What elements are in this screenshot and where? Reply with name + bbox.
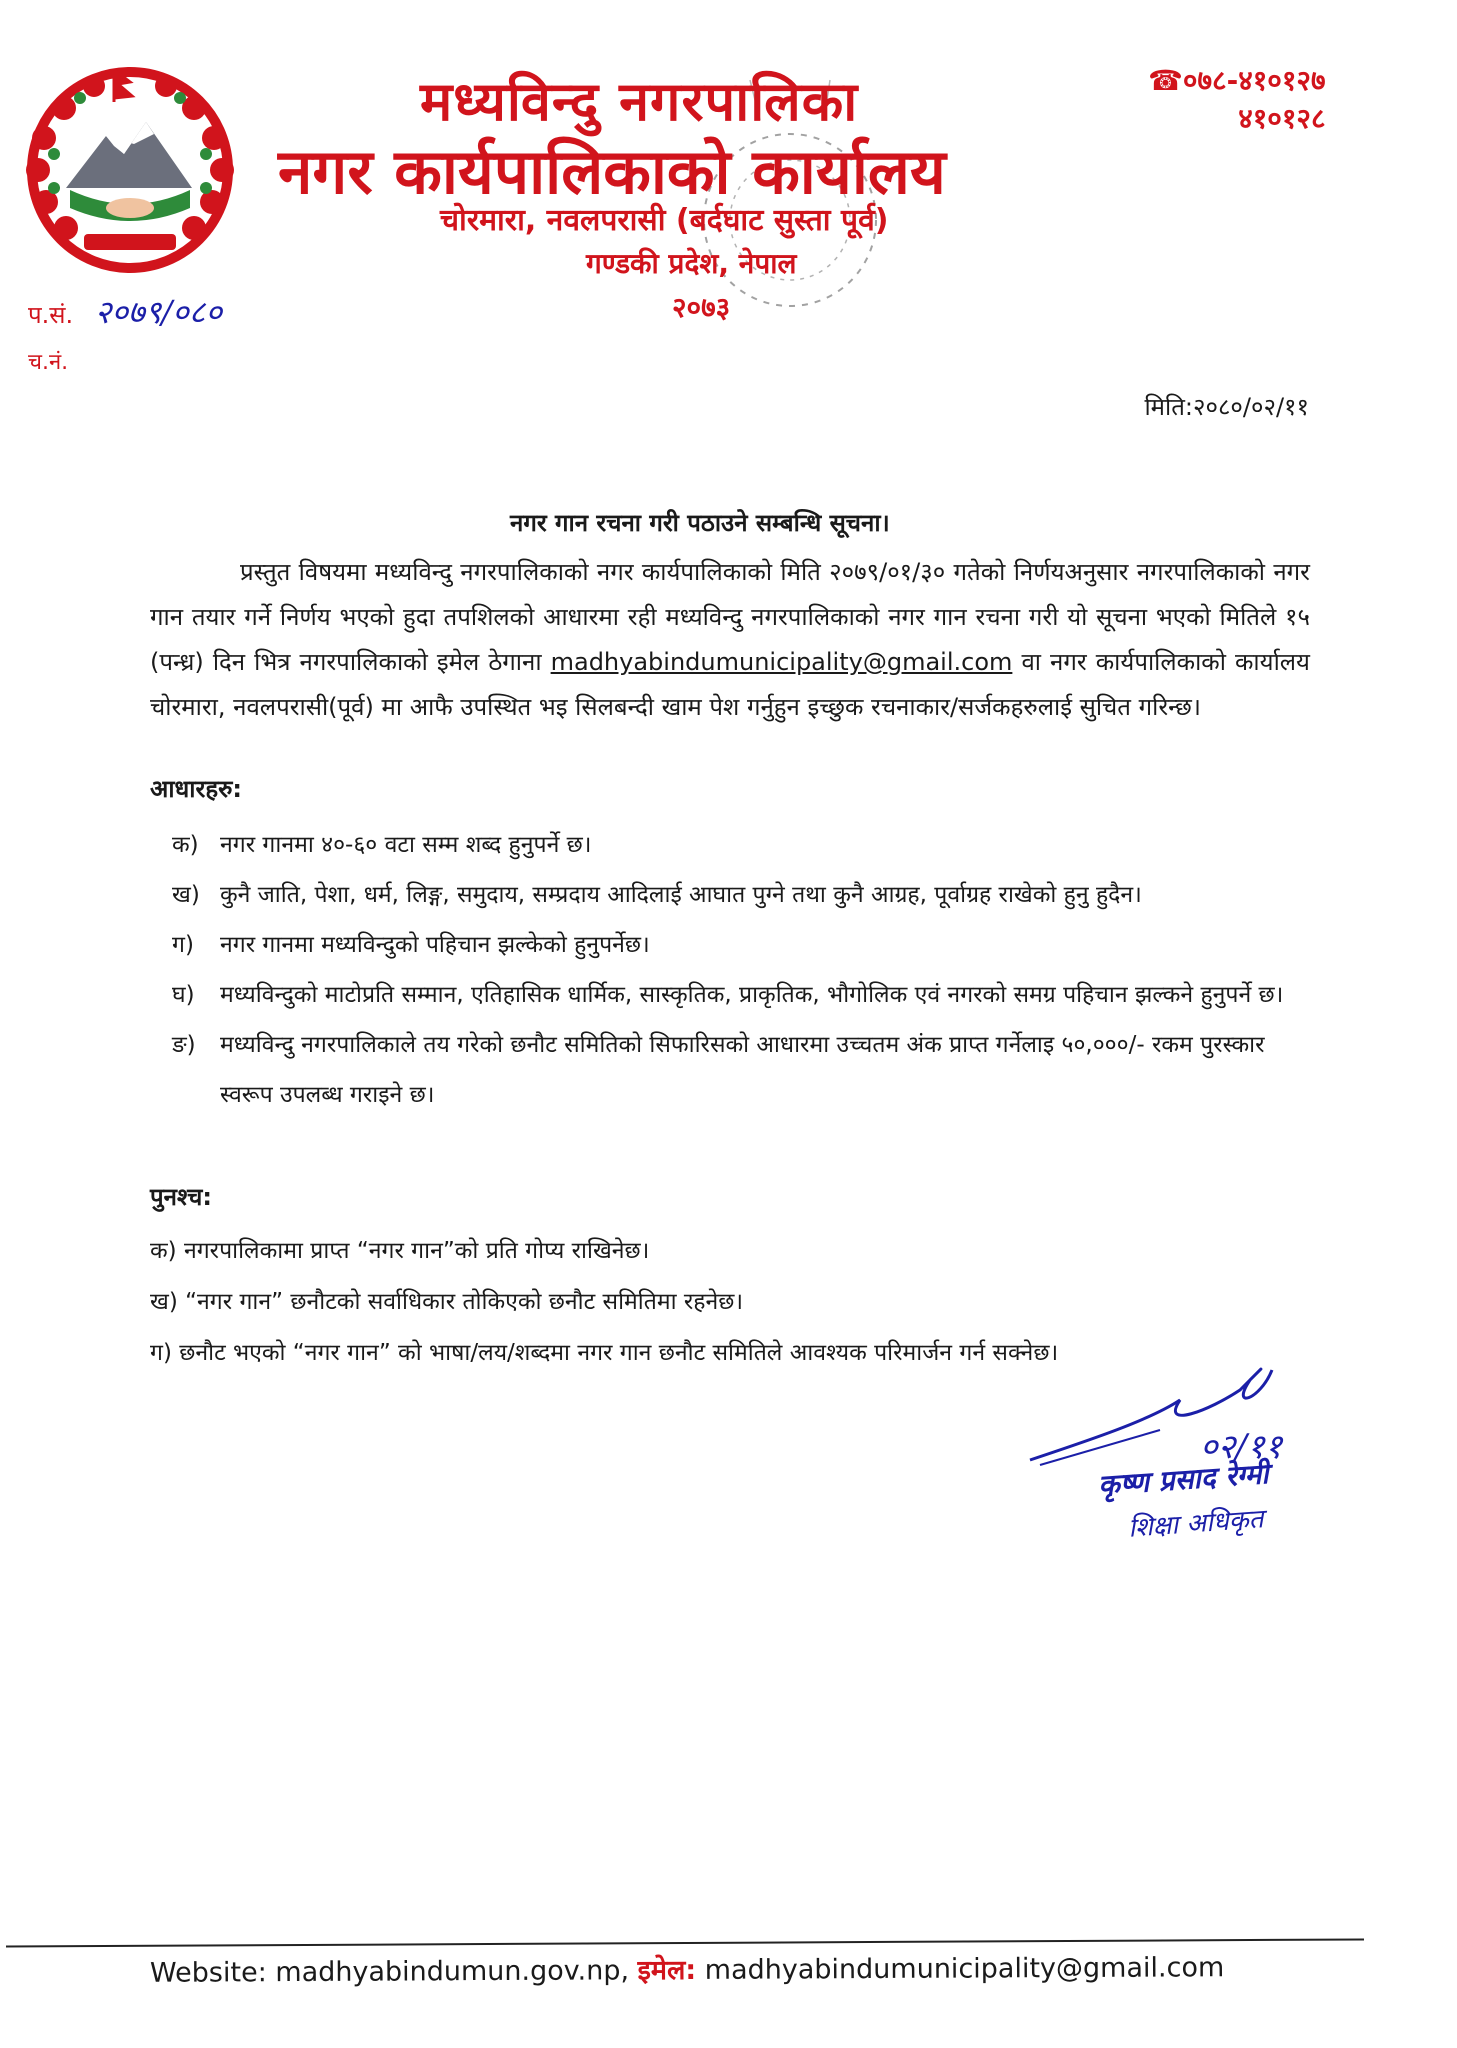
list-text: मध्यविन्दुको माटोप्रति सम्मान, एतिहासिक धार्मिक, सास्कृतिक, प्राकृतिक, भौगोलिक एवं नगरको समग्र पहिचान झल्कने हुनुपर्ने छ।: [220, 982, 1284, 1008]
footer-email-link[interactable]: madhyabindumunicipality@gmail.com: [704, 1952, 1225, 1986]
signature-date: ०२/११: [1200, 1427, 1283, 1467]
letter-date: मिति:२०८०/०२/११: [1144, 393, 1309, 421]
municipality-name: मध्यविन्दु नगरपालिका: [420, 70, 859, 133]
signatory-name: कृष्ण प्रसाद रेग्मी: [1097, 1457, 1270, 1502]
list-text: नगर गानमा ४०-६० वटा सम्म शब्द हुनुपर्ने छ।: [220, 832, 592, 858]
list-item: [172, 970, 1322, 1020]
signatory-title: शिक्षा अधिकृत: [1127, 1504, 1265, 1544]
phone-block: [1148, 62, 1326, 138]
office-name: नगर कार्यपालिकाको कार्यालय: [278, 135, 946, 208]
list-marker: ख): [172, 882, 200, 908]
footer: [150, 1947, 1224, 1990]
paragraph-start: प्रस्तुत विषयमा मध्यविन्दु नगरपालिकाको नगर कार्यपालिकाको मिति २०७९/०१/३० गतेको निर्णयअनुसार नगरपालिकाको नगर गान तयार गर्ने निर्णय भएको हुदा तपशिलको आधारमा रही मध्यविन्दु नगरपालिकाको नगर गान रचना गरी यो सूचना भएको मितिले १५ (पन्ध्र) दिन भित्र नगरपालिकाको इमेल ठेगाना: [150, 558, 1310, 676]
dispatch-number-label: च.नं.: [28, 350, 69, 375]
email-link[interactable]: madhyabindumunicipality@gmail.com: [550, 648, 1013, 676]
list-item: [172, 920, 1322, 970]
notice-body-paragraph: [150, 550, 1310, 730]
postscript-heading: पुनश्च:: [150, 1183, 212, 1211]
list-item: [172, 1020, 1322, 1120]
list-item: [172, 820, 1322, 870]
office-address: चोरमारा, नवलपरासी (बर्दघाट सुस्ता पूर्व): [440, 203, 889, 238]
website-label: Website:: [149, 1957, 267, 1989]
list-marker: घ): [172, 982, 195, 1008]
nepal-emblem-logo: [14, 58, 246, 278]
basis-heading: आधारहरु:: [150, 775, 243, 803]
paragraph-end: वा नगर कार्यपालिकाको कार्यालय चोरमारा, नवलपरासी(पूर्व) मा आफै उपस्थित भइ सिलबन्दी खाम पेश गर्नुहुन इच्छुक रचनाकार/सर्जकहरुलाई सुचित गरिन्छ।: [150, 648, 1310, 721]
list-item: क) नगरपालिकामा प्राप्त “नगर गान”को प्रति गोप्य राखिनेछ।: [150, 1238, 650, 1264]
established-year: २०७३: [672, 291, 731, 324]
website-link[interactable]: madhyabindumun.gov.np,: [275, 1955, 630, 1989]
province-country: गण्डकी प्रदेश, नेपाल: [586, 247, 797, 280]
phone-number-2: ४१०१२८: [1238, 102, 1326, 135]
list-text: नगर गानमा मध्यविन्दुको पहिचान झल्केको हुनुपर्नेछ।: [220, 932, 650, 958]
list-marker: ग): [172, 932, 194, 958]
list-item: ख) “नगर गान” छनौटको सर्वाधिकार तोकिएको छनौट समितिमा रहनेछ।: [150, 1289, 744, 1315]
basis-list: [172, 820, 1322, 1120]
list-text: कुनै जाति, पेशा, धर्म, लिङ्ग, समुदाय, सम्प्रदाय आदिलाई आघात पुग्ने तथा कुनै आग्रह, पूर्वाग्रह राखेको हुनु हुदैन।: [220, 882, 1142, 908]
list-item: [172, 870, 1322, 920]
list-item: ग) छनौट भएको “नगर गान” को भाषा/लय/शब्दमा नगर गान छनौट समितिले आवश्यक परिमार्जन गर्न सक्नेछ।: [150, 1340, 1059, 1366]
footer-email-label: इमेल:: [637, 1954, 697, 1987]
notice-subject: नगर गान रचना गरी पठाउने सम्बन्धि सूचना।: [510, 509, 890, 537]
ps-label: प.सं.: [28, 301, 74, 329]
footer-divider: [6, 1938, 1364, 1947]
ps-value: २०७९/०८०: [94, 293, 223, 331]
list-marker: ङ): [172, 1032, 196, 1058]
list-marker: क): [172, 832, 199, 858]
list-text: मध्यविन्दु नगरपालिकाले तय गरेको छनौट समितिको सिफारिसको आधारमा उच्चतम अंक प्राप्त गर्नेलाइ ५०,०००/- रकम पुरस्कार स्वरूप उपलब्ध गराइने छ।: [220, 1032, 1265, 1108]
reference-number: [28, 290, 222, 333]
phone-number-1: ०७८-४१०१२७: [1182, 64, 1326, 97]
telephone-icon: ☎: [1148, 64, 1183, 97]
